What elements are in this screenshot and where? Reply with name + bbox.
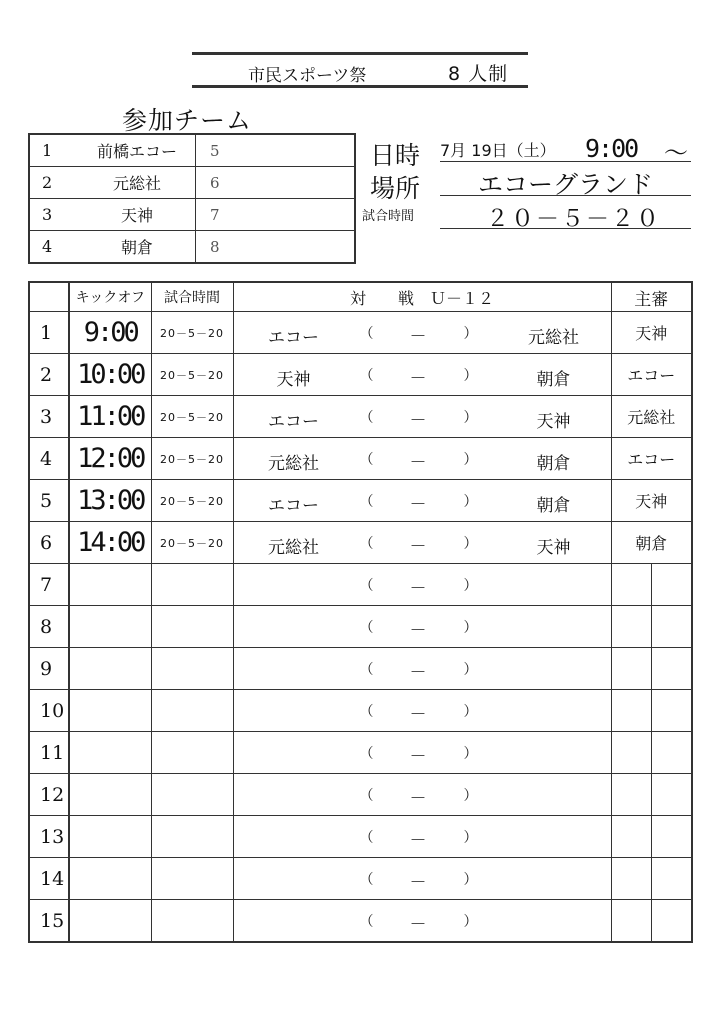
schedule-row (29, 564, 692, 606)
schedule-row (29, 900, 692, 943)
match-cell (233, 858, 611, 900)
team-name: 前橋エコー (79, 134, 196, 167)
referee-slot (612, 732, 652, 773)
referee-cell (611, 732, 692, 774)
away-team: 元総社 (528, 328, 579, 348)
schedule-row (29, 606, 692, 648)
match-cell (233, 354, 611, 396)
team-num: 5 (196, 134, 356, 167)
match-cell (233, 732, 611, 774)
match-cell (233, 606, 611, 648)
team-no: 2 (29, 167, 79, 199)
match-cell (233, 900, 611, 943)
schedule-row (29, 480, 692, 522)
score-close-paren: ） (463, 326, 478, 342)
header-kickoff: キックオフ (69, 282, 151, 312)
referee-slot-2 (652, 900, 691, 941)
team-num: 7 (196, 199, 356, 231)
referee-cell: 天神 (611, 480, 692, 522)
place-value: エコーグランド (478, 170, 654, 199)
schedule-row (29, 732, 692, 774)
kickoff-time: 14:00 (69, 522, 151, 564)
referee-slot-2 (652, 858, 691, 899)
referee-slot-2 (652, 564, 691, 605)
referee-slot-2 (652, 816, 691, 857)
match-duration (151, 690, 233, 732)
schedule-header-row (29, 282, 692, 312)
header-duration: 試合時間 (151, 282, 233, 312)
schedule-row (29, 648, 692, 690)
match-cell (233, 774, 611, 816)
score-dash: － (409, 705, 427, 725)
referee-slot (612, 900, 652, 941)
place-label: 場所 (370, 174, 421, 203)
score-dash: － (409, 411, 427, 431)
score-open-paren: （ (359, 452, 374, 468)
format-label: 8 人制 (448, 63, 509, 85)
schedule-row (29, 438, 692, 480)
score-close-paren: ） (463, 662, 478, 678)
header-referee: 主審 (611, 282, 692, 312)
score-dash: － (409, 621, 427, 641)
match-no: 7 (29, 564, 69, 606)
score-dash: － (409, 327, 427, 347)
kickoff-time: 11:00 (69, 396, 151, 438)
referee-slot (612, 690, 652, 731)
header-match: 対 戦 Ｕ－１２ (233, 282, 611, 312)
score-open-paren: （ (359, 914, 374, 930)
kickoff-time: 10:00 (69, 354, 151, 396)
match-duration (151, 816, 233, 858)
referee-cell: 天神 (611, 312, 692, 354)
home-team: 元総社 (268, 538, 319, 558)
duration-value: ２０－５－２０ (486, 206, 661, 232)
referee-slot (612, 606, 652, 647)
score-close-paren: ） (463, 452, 478, 468)
team-row (29, 231, 355, 264)
teams-table (28, 133, 356, 264)
score-close-paren: ） (463, 536, 478, 552)
score-dash: － (409, 579, 427, 599)
team-num: 8 (196, 231, 356, 264)
kickoff-time: 12:00 (69, 438, 151, 480)
away-team: 朝倉 (536, 370, 571, 390)
schedule-table (28, 281, 693, 943)
team-no: 3 (29, 199, 79, 231)
referee-slot-2 (652, 732, 691, 773)
score-dash: － (409, 915, 427, 935)
duration-label: 試合時間 (362, 209, 415, 224)
schedule-row (29, 522, 692, 564)
team-name: 朝倉 (79, 231, 196, 264)
home-team: 元総社 (268, 454, 319, 474)
referee-slot-2 (652, 690, 691, 731)
score-dash: － (409, 789, 427, 809)
match-no: 6 (29, 522, 69, 564)
match-no: 2 (29, 354, 69, 396)
referee-cell: エコー (611, 438, 692, 480)
team-row (29, 199, 355, 231)
score-close-paren: ） (463, 704, 478, 720)
score-open-paren: （ (359, 536, 374, 552)
kickoff-time (69, 774, 151, 816)
score-open-paren: （ (359, 410, 374, 426)
referee-slot (612, 564, 652, 605)
schedule-row (29, 816, 692, 858)
schedule-row (29, 858, 692, 900)
score-open-paren: （ (359, 788, 374, 804)
match-no: 12 (29, 774, 69, 816)
header-no (29, 282, 69, 312)
team-no: 1 (29, 134, 79, 167)
score-open-paren: （ (359, 830, 374, 846)
kickoff-time: 13:00 (69, 480, 151, 522)
match-no: 14 (29, 858, 69, 900)
referee-cell: エコー (611, 354, 692, 396)
match-duration: 20－5－20 (151, 354, 233, 396)
schedule-row (29, 690, 692, 732)
away-team: 天神 (536, 412, 571, 432)
event-name: 市民スポーツ祭 (248, 66, 367, 86)
kickoff-time (69, 690, 151, 732)
date-label: 日時 (370, 141, 421, 170)
referee-slot (612, 816, 652, 857)
score-dash: － (409, 663, 427, 683)
match-no: 1 (29, 312, 69, 354)
match-no: 8 (29, 606, 69, 648)
team-name: 元総社 (79, 167, 196, 199)
home-team: エコー (268, 328, 319, 348)
match-duration: 20－5－20 (151, 522, 233, 564)
start-time-value: 9:00 (585, 134, 638, 163)
kickoff-time (69, 858, 151, 900)
match-cell (233, 480, 611, 522)
schedule-row (29, 354, 692, 396)
score-dash: － (409, 453, 427, 473)
team-row (29, 134, 355, 167)
match-no: 15 (29, 900, 69, 943)
score-close-paren: ） (463, 620, 478, 636)
referee-slot-2 (652, 606, 691, 647)
match-no: 4 (29, 438, 69, 480)
date-value: 7月 19日（土） (440, 141, 556, 160)
score-close-paren: ） (463, 368, 478, 384)
referee-slot (612, 648, 652, 689)
duration-underline (440, 228, 691, 229)
home-team: エコー (268, 496, 319, 516)
score-dash: － (409, 747, 427, 767)
kickoff-time (69, 816, 151, 858)
tilde-mark: ～ (664, 139, 688, 167)
team-num: 6 (196, 167, 356, 199)
referee-slot (612, 858, 652, 899)
referee-slot-2 (652, 648, 691, 689)
score-dash: － (409, 873, 427, 893)
score-dash: － (409, 369, 427, 389)
match-duration (151, 564, 233, 606)
match-no: 10 (29, 690, 69, 732)
match-cell (233, 438, 611, 480)
score-open-paren: （ (359, 578, 374, 594)
score-close-paren: ） (463, 788, 478, 804)
kickoff-time (69, 564, 151, 606)
referee-cell (611, 858, 692, 900)
referee-slot (612, 774, 652, 815)
match-duration (151, 858, 233, 900)
schedule-row (29, 774, 692, 816)
match-duration (151, 774, 233, 816)
team-no: 4 (29, 231, 79, 264)
score-dash: － (409, 831, 427, 851)
referee-cell: 朝倉 (611, 522, 692, 564)
score-close-paren: ） (463, 410, 478, 426)
score-open-paren: （ (359, 494, 374, 510)
score-open-paren: （ (359, 704, 374, 720)
kickoff-time (69, 900, 151, 943)
kickoff-time (69, 648, 151, 690)
match-duration: 20－5－20 (151, 480, 233, 522)
score-close-paren: ） (463, 830, 478, 846)
match-cell (233, 648, 611, 690)
kickoff-time (69, 732, 151, 774)
away-team: 朝倉 (536, 496, 571, 516)
match-cell (233, 816, 611, 858)
referee-cell (611, 648, 692, 690)
match-duration (151, 732, 233, 774)
score-open-paren: （ (359, 662, 374, 678)
referee-cell: 元総社 (611, 396, 692, 438)
score-close-paren: ） (463, 746, 478, 762)
score-close-paren: ） (463, 872, 478, 888)
score-dash: － (409, 495, 427, 515)
home-team: エコー (268, 412, 319, 432)
schedule-row (29, 396, 692, 438)
score-dash: － (409, 537, 427, 557)
match-duration (151, 900, 233, 943)
referee-cell (611, 816, 692, 858)
match-duration (151, 648, 233, 690)
match-no: 3 (29, 396, 69, 438)
score-close-paren: ） (463, 578, 478, 594)
referee-cell (611, 774, 692, 816)
match-no: 5 (29, 480, 69, 522)
match-no: 9 (29, 648, 69, 690)
team-row (29, 167, 355, 199)
match-no: 11 (29, 732, 69, 774)
referee-cell (611, 564, 692, 606)
score-open-paren: （ (359, 326, 374, 342)
place-underline (440, 195, 691, 196)
match-duration: 20－5－20 (151, 396, 233, 438)
schedule-row (29, 312, 692, 354)
score-open-paren: （ (359, 620, 374, 636)
referee-cell (611, 900, 692, 943)
away-team: 朝倉 (536, 454, 571, 474)
team-name: 天神 (79, 199, 196, 231)
date-underline (440, 161, 691, 162)
home-team: 天神 (276, 370, 311, 390)
referee-cell (611, 606, 692, 648)
match-cell (233, 396, 611, 438)
match-duration (151, 606, 233, 648)
match-duration: 20－5－20 (151, 438, 233, 480)
kickoff-time (69, 606, 151, 648)
referee-cell (611, 690, 692, 732)
kickoff-time: 9:00 (69, 312, 151, 354)
match-duration: 20－5－20 (151, 312, 233, 354)
score-open-paren: （ (359, 746, 374, 762)
away-team: 天神 (536, 538, 571, 558)
score-close-paren: ） (463, 914, 478, 930)
referee-slot-2 (652, 774, 691, 815)
score-open-paren: （ (359, 368, 374, 384)
match-cell (233, 564, 611, 606)
teams-title: 参加チーム (122, 106, 253, 135)
score-close-paren: ） (463, 494, 478, 510)
match-cell (233, 312, 611, 354)
match-cell (233, 690, 611, 732)
match-no: 13 (29, 816, 69, 858)
score-open-paren: （ (359, 872, 374, 888)
match-cell (233, 522, 611, 564)
